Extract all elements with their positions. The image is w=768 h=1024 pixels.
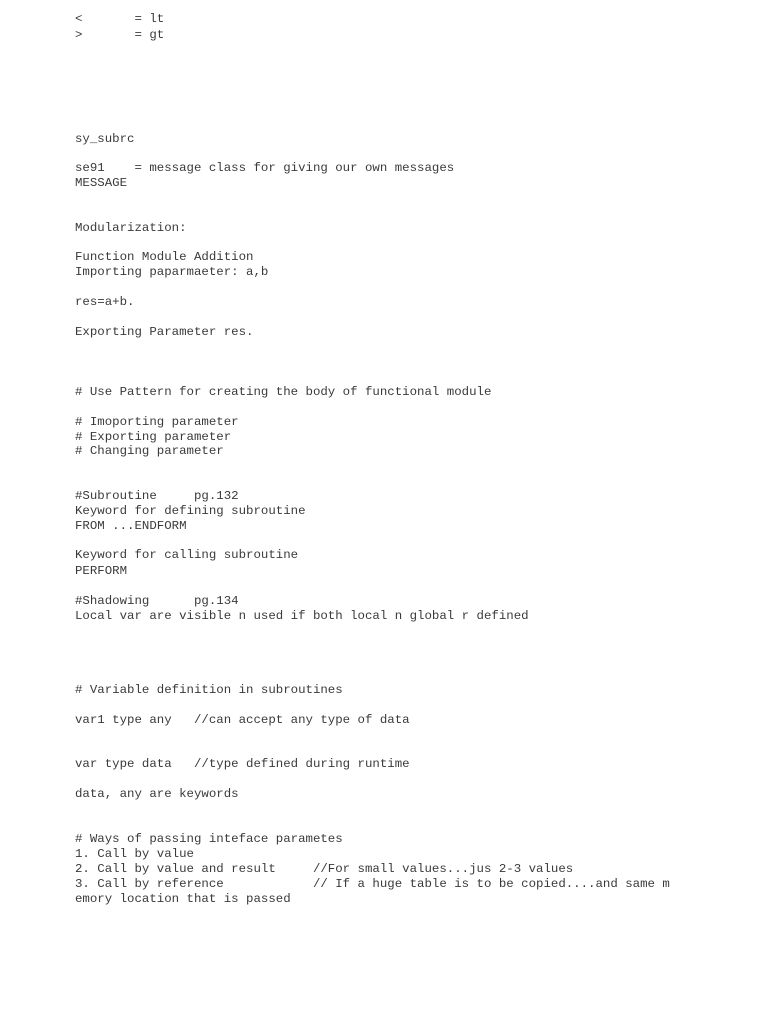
text-line: Keyword for defining subroutine <box>75 504 306 518</box>
text-line: # Use Pattern for creating the body of functional module <box>75 385 492 399</box>
text-line: #Subroutine pg.132 <box>75 489 239 503</box>
text-line: se91 = message class for giving our own messages <box>75 161 455 175</box>
text-line: Modularization: <box>75 221 187 235</box>
text-line: Local var are visible n used if both local n global r defined <box>75 609 529 623</box>
text-line: data, any are keywords <box>75 787 239 801</box>
text-line: #Shadowing pg.134 <box>75 594 239 608</box>
text-line: # Variable definition in subroutines <box>75 683 343 697</box>
text-line: # Ways of passing inteface parametes <box>75 832 343 846</box>
text-line: MESSAGE <box>75 176 128 190</box>
text-line: res=a+b. <box>75 295 135 309</box>
text-line: # Exporting parameter <box>75 430 232 444</box>
text-line: Exporting Parameter res. <box>75 325 254 339</box>
text-line: Function Module Addition <box>75 250 254 264</box>
text-line: # Imoporting parameter <box>75 415 239 429</box>
text-line: # Changing parameter <box>75 444 224 458</box>
text-line: 2. Call by value and result //For small values...jus 2-3 values <box>75 862 574 876</box>
text-line: Importing paparmaeter: a,b <box>75 265 269 279</box>
text-line: emory location that is passed <box>75 892 291 906</box>
text-line: < = lt <box>75 12 165 26</box>
text-line: 3. Call by reference // If a huge table is to be copied....and same m <box>75 877 670 891</box>
text-line: var1 type any //can accept any type of data <box>75 713 410 727</box>
text-line: 1. Call by value <box>75 847 194 861</box>
text-line: Keyword for calling subroutine <box>75 548 299 562</box>
text-line: PERFORM <box>75 564 128 578</box>
text-line: > = gt <box>75 28 165 42</box>
text-line: sy_subrc <box>75 132 135 146</box>
text-line: var type data //type defined during runtime <box>75 757 410 771</box>
text-line: FROM ...ENDFORM <box>75 519 187 533</box>
